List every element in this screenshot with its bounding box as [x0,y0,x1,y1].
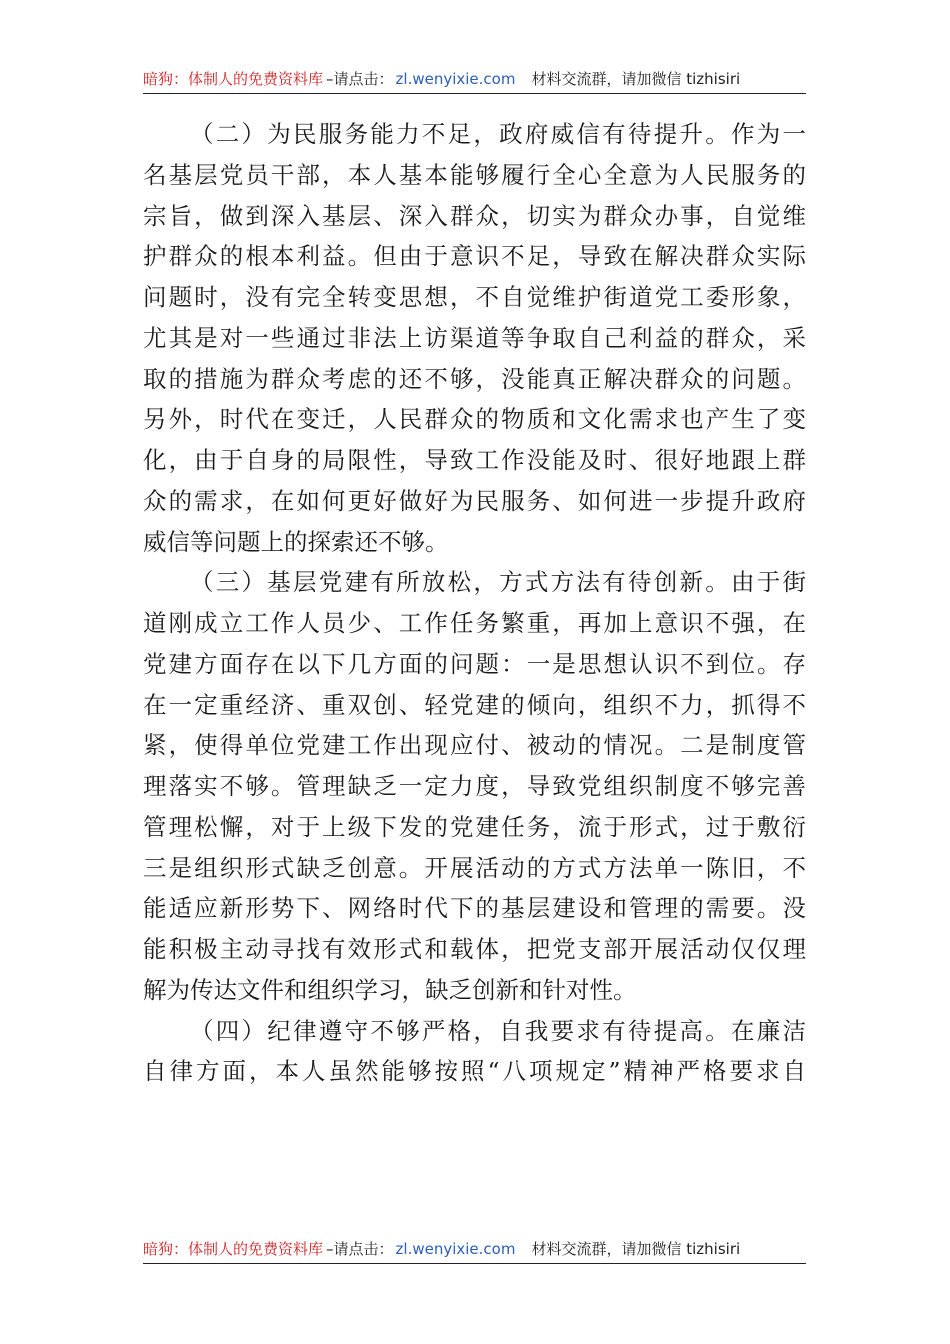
paragraph-line: 自律方面，本人虽然能够按照“八项规定”精神严格要求自 [143,1057,806,1086]
banner-link[interactable]: zl.wenyixie.com [395,70,516,88]
paragraph-line: 问题时，没有完全转变思想，不自觉维护街道党工委形象， [143,283,806,311]
paragraph-line: 能积极主动寻找有效形式和载体，把党支部开展活动仅仅理 [143,935,806,963]
header-banner [143,64,806,94]
document-body [143,114,806,1092]
paragraph-line: 另外，时代在变迁，人民群众的物质和文化需求也产生了变 [143,405,806,434]
paragraph-line: 名基层党员干部，本人基本能够履行全心全意为人民服务的 [143,160,806,189]
paragraph-line: （二）为民服务能力不足，政府威信有待提升。作为一 [190,120,806,148]
paragraph-line: 解为传达文件和组织学习，缺乏创新和针对性。 [143,975,637,1004]
paragraph-line: 护群众的根本利益。但由于意识不足，导致在解决群众实际 [143,242,806,271]
paragraph-line: 在一定重经济、重双创、轻党建的倾向，组织不力，抓得不 [143,690,806,719]
paragraph-line: 能适应新形势下、网络时代下的基层建设和管理的需要。没 [143,894,806,923]
paragraph-line: 党建方面存在以下几方面的问题：一是思想认识不到位。存 [143,649,806,678]
banner-wechat-note: 材料交流群，请加微信 tizhisiri [531,1240,741,1258]
paragraph-line: 紧，使得单位党建工作出现应付、被动的情况。二是制度管 [143,731,806,760]
paragraph-line: 取的措施为群众考虑的还不够，没能真正解决群众的问题。 [143,364,806,393]
paragraph-line: 尤其是对一些通过非法上访渠道等争取自己利益的群众，采 [143,323,806,352]
paragraph-line: 宗旨，做到深入基层、深入群众，切实为群众办事，自觉维 [143,201,806,230]
banner-cta: –请点击： [326,70,394,88]
banner-cta: –请点击： [326,1240,394,1258]
footer-banner [143,1234,806,1264]
paragraph-line: 理落实不够。管理缺乏一定力度，导致党组织制度不够完善 [143,772,806,800]
paragraph-line: 众的需求，在如何更好做好为民服务、如何进一步提升政府 [143,486,806,515]
paragraph-line: （三）基层党建有所放松，方式方法有待创新。由于街 [190,568,806,597]
banner-brand: 暗狗：体制人的免费资料库 [143,1240,324,1258]
paragraph-line: 管理松懈，对于上级下发的党建任务，流于形式，过于敷衍 [143,812,806,841]
paragraph-line: 威信等问题上的探索还不够。 [143,527,449,556]
paragraph-line: 化，由于自身的局限性，导致工作没能及时、很好地跟上群 [143,446,806,474]
paragraph-line: （四）纪律遵守不够严格，自我要求有待提高。在廉洁 [190,1016,806,1045]
paragraph-line: 道刚成立工作人员少、工作任务繁重，再加上意识不强，在 [143,609,806,637]
banner-brand: 暗狗：体制人的免费资料库 [143,70,324,88]
paragraph-line: 三是组织形式缺乏创意。开展活动的方式方法单一陈旧，不 [143,853,806,882]
banner-wechat-note: 材料交流群，请加微信 tizhisiri [531,70,741,88]
banner-link[interactable]: zl.wenyixie.com [395,1240,516,1258]
